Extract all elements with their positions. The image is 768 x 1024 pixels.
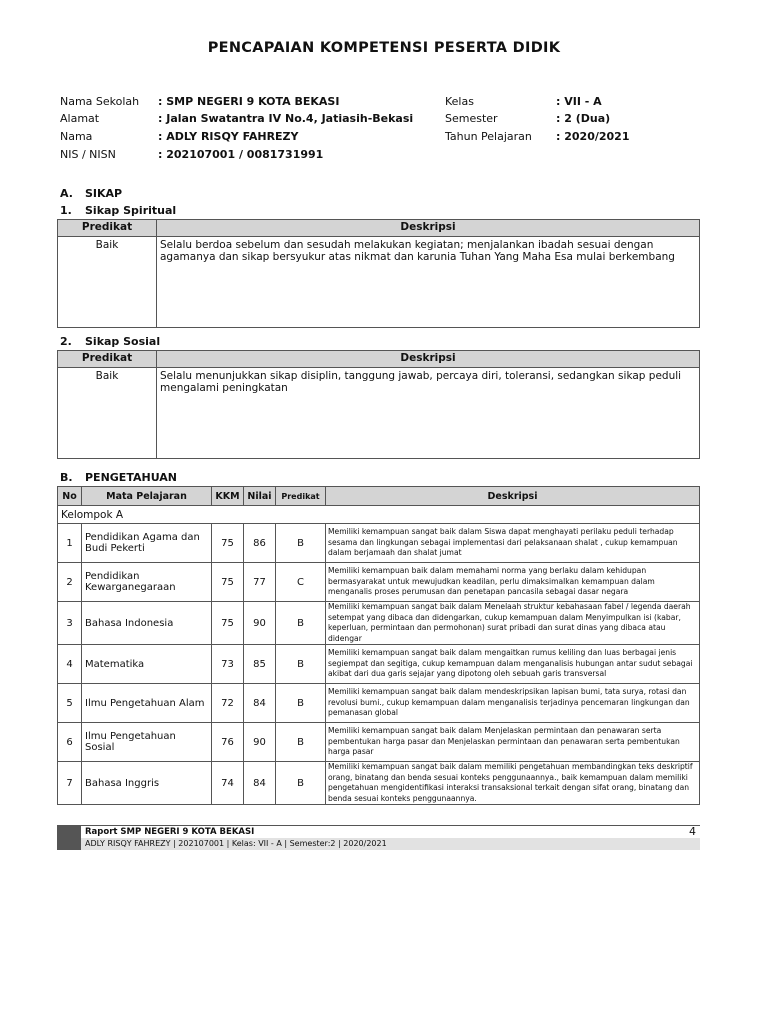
spiritual-col-deskripsi: Deskripsi bbox=[157, 220, 700, 237]
footer-divider bbox=[57, 825, 700, 826]
col-predikat: Predikat bbox=[276, 487, 326, 506]
sosial-predikat: Baik bbox=[58, 368, 157, 459]
row-no: 1 bbox=[58, 524, 82, 563]
table-row bbox=[58, 645, 700, 684]
section-a-number: A. bbox=[60, 187, 73, 200]
spiritual-deskripsi: Selalu berdoa sebelum dan sesudah melakukan kegiatan; menjalankan ibadah sesuai dengan agamanya dan sikap bersyukur atas nikmat dan karunia Tuhan Yang Maha Esa mulai berkembang bbox=[157, 237, 700, 328]
spiritual-col-predikat: Predikat bbox=[58, 220, 157, 237]
row-kkm: 75 bbox=[212, 524, 244, 563]
row-no: 4 bbox=[58, 645, 82, 684]
row-no: 3 bbox=[58, 602, 82, 645]
info-label-address: Alamat bbox=[60, 112, 100, 125]
col-deskripsi: Deskripsi bbox=[326, 487, 700, 506]
table-row bbox=[58, 723, 700, 762]
footer-report-title: Raport SMP NEGERI 9 KOTA BEKASI bbox=[85, 827, 255, 837]
table-row bbox=[58, 684, 700, 723]
row-mapel: Ilmu Pengetahuan Alam bbox=[82, 684, 212, 723]
row-no: 7 bbox=[58, 762, 82, 805]
pengetahuan-table bbox=[57, 486, 700, 805]
info-label-semester: Semester bbox=[445, 112, 498, 125]
spiritual-title: Sikap Spiritual bbox=[85, 204, 177, 217]
table-row bbox=[58, 762, 700, 805]
row-kkm: 76 bbox=[212, 723, 244, 762]
info-label-school: Nama Sekolah bbox=[60, 95, 140, 108]
row-kkm: 72 bbox=[212, 684, 244, 723]
info-label-class: Kelas bbox=[445, 95, 474, 108]
row-deskripsi: Memiliki kemampuan sangat baik dalam mendeskripsikan lapisan bumi, tata surya, rotasi dan revolusi bumi., cukup kemampuan dalam menganalisis terjadinya pencemaran lingkungan dan pemanasan global bbox=[326, 684, 700, 723]
sosial-col-predikat: Predikat bbox=[58, 351, 157, 368]
row-deskripsi: Memiliki kemampuan sangat baik dalam Menjelaskan permintaan dan penawaran serta pembentukan harga pasar dan Menjelaskan permintaan dan penawaran serta pembentukan harga pasar bbox=[326, 723, 700, 762]
row-deskripsi: Memiliki kemampuan sangat baik dalam Siswa dapat menghayati perilaku peduli terhadap sesama dan lingkungan sebagai implementasi dari pelaksanaan shalat , cukup kemampuan dalam berjamaah dan shalat jumat bbox=[326, 524, 700, 563]
info-value-class: : VII - A bbox=[556, 95, 602, 108]
sosial-table bbox=[57, 350, 700, 459]
section-b-heading bbox=[60, 471, 177, 484]
table-row bbox=[58, 563, 700, 602]
info-label-name: Nama bbox=[60, 130, 93, 143]
row-nilai: 84 bbox=[244, 762, 276, 805]
row-predikat: B bbox=[276, 684, 326, 723]
row-predikat: C bbox=[276, 563, 326, 602]
col-mapel: Mata Pelajaran bbox=[82, 487, 212, 506]
info-value-name: : ADLY RISQY FAHREZY bbox=[158, 130, 299, 143]
row-no: 6 bbox=[58, 723, 82, 762]
row-deskripsi: Memiliki kemampuan sangat baik dalam mengaitkan rumus keliling dan luas berbagai jenis segiempat dan segitiga, cukup kemampuan dalam menganalisis hubungan antar sudut sebagai akibat dari dua garis sejajar yang dipotong oleh sebuah garis transversal bbox=[326, 645, 700, 684]
info-value-semester: : 2 (Dua) bbox=[556, 112, 611, 125]
spiritual-number: 1. bbox=[60, 204, 72, 217]
info-label-nis: NIS / NISN bbox=[60, 148, 116, 161]
row-mapel: Pendidikan Kewarganegaraan bbox=[82, 563, 212, 602]
row-predikat: B bbox=[276, 723, 326, 762]
row-deskripsi: Memiliki kemampuan baik dalam memahami norma yang berlaku dalam kehidupan bermasyarakat untuk mewujudkan keadilan, perlu dimaksimalkan kemampuan dalam menganalis proses perumusan dan penetapan pancasila sebagai dasar negara bbox=[326, 563, 700, 602]
spiritual-table bbox=[57, 219, 700, 328]
sosial-deskripsi: Selalu menunjukkan sikap disiplin, tanggung jawab, percaya diri, toleransi, sedangkan sikap peduli mengalami peningkatan bbox=[157, 368, 700, 459]
row-kkm: 74 bbox=[212, 762, 244, 805]
row-deskripsi: Memiliki kemampuan sangat baik dalam Menelaah struktur kebahasaan fabel / legenda daerah setempat yang dibaca dan didengarkan, cukup kemampuan dalam Menyimpulkan isi (kabar, keperluan, permintaan dan permohonan) surat pribadi dan surat dinas yang dibaca atau didengar bbox=[326, 602, 700, 645]
col-kkm: KKM bbox=[212, 487, 244, 506]
row-mapel: Pendidikan Agama dan Budi Pekerti bbox=[82, 524, 212, 563]
sosial-heading bbox=[60, 335, 160, 348]
row-kkm: 75 bbox=[212, 563, 244, 602]
row-mapel: Ilmu Pengetahuan Sosial bbox=[82, 723, 212, 762]
info-value-nis: : 202107001 / 0081731991 bbox=[158, 148, 324, 161]
row-predikat: B bbox=[276, 602, 326, 645]
group-label: Kelompok A bbox=[58, 506, 700, 524]
row-nilai: 85 bbox=[244, 645, 276, 684]
col-nilai: Nilai bbox=[244, 487, 276, 506]
footer-student-line: ADLY RISQY FAHREZY | 202107001 | Kelas: VII - A | Semester:2 | 2020/2021 bbox=[85, 839, 387, 848]
section-b-number: B. bbox=[60, 471, 73, 484]
row-mapel: Bahasa Indonesia bbox=[82, 602, 212, 645]
section-b-title: PENGETAHUAN bbox=[85, 471, 178, 484]
sosial-col-deskripsi: Deskripsi bbox=[157, 351, 700, 368]
sosial-title: Sikap Sosial bbox=[85, 335, 161, 348]
section-a-heading bbox=[60, 187, 122, 200]
sosial-number: 2. bbox=[60, 335, 72, 348]
table-row bbox=[58, 524, 700, 563]
row-nilai: 90 bbox=[244, 602, 276, 645]
row-no: 5 bbox=[58, 684, 82, 723]
info-value-school: : SMP NEGERI 9 KOTA BEKASI bbox=[158, 95, 340, 108]
row-kkm: 73 bbox=[212, 645, 244, 684]
info-label-year: Tahun Pelajaran bbox=[445, 130, 532, 143]
footer-accent-block bbox=[57, 826, 81, 850]
page-title: PENCAPAIAN KOMPETENSI PESERTA DIDIK bbox=[207, 40, 561, 56]
row-predikat: B bbox=[276, 524, 326, 563]
info-value-address: : Jalan Swatantra IV No.4, Jatiasih-Bekasi bbox=[158, 112, 414, 125]
row-nilai: 77 bbox=[244, 563, 276, 602]
row-nilai: 86 bbox=[244, 524, 276, 563]
row-mapel: Bahasa Inggris bbox=[82, 762, 212, 805]
spiritual-heading bbox=[60, 204, 176, 217]
col-no: No bbox=[58, 487, 82, 506]
table-row bbox=[58, 602, 700, 645]
row-deskripsi: Memiliki kemampuan sangat baik dalam memiliki pengetahuan membandingkan teks deskriptif orang, binatang dan benda sesuai konteks penggunaannya., baik kemampuan dalam memiliki pengetahuan mengidentifikasi interaksi transaksional terkait dengan sifat orang, binatang dan benda sesuai konteks penggunaannya. bbox=[326, 762, 700, 805]
row-predikat: B bbox=[276, 762, 326, 805]
page-number: 4 bbox=[689, 825, 696, 838]
spiritual-predikat: Baik bbox=[58, 237, 157, 328]
row-kkm: 75 bbox=[212, 602, 244, 645]
row-predikat: B bbox=[276, 645, 326, 684]
section-a-title: SIKAP bbox=[85, 187, 123, 200]
row-nilai: 90 bbox=[244, 723, 276, 762]
row-mapel: Matematika bbox=[82, 645, 212, 684]
info-value-year: : 2020/2021 bbox=[556, 130, 630, 143]
row-nilai: 84 bbox=[244, 684, 276, 723]
row-no: 2 bbox=[58, 563, 82, 602]
